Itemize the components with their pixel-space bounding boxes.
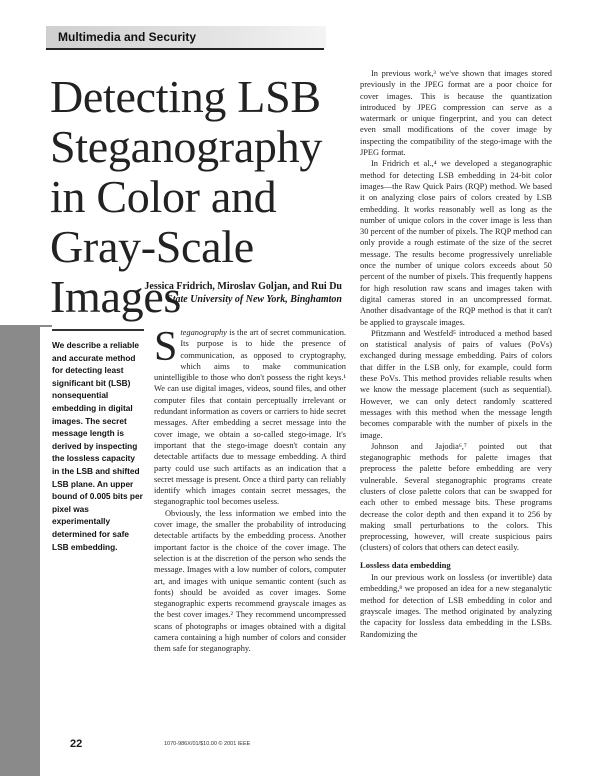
author-block xyxy=(144,280,342,306)
body-column-right xyxy=(360,68,552,640)
body-paragraph: Johnson and Jajodia⁶,⁷ pointed out that steganographic methods for palette images that preprocess the palette before embedding are very vulnerable. Several steganographic programs create clusters of close palette colors that can be swapped for each other to embed message bits. These programs decrease the color depth and then expand it to 256 by making small perturbations to the colors. This preprocessing, however, will create suspicious pairs (clusters) of colors that others can detect easily. xyxy=(360,441,552,553)
lead-word: teganography xyxy=(180,328,227,337)
article-title: Detecting LSB Steganography in Color and Gray-Scale Images xyxy=(50,71,323,322)
margin-gray-tick xyxy=(40,325,52,327)
section-header: Multimedia and Security xyxy=(58,30,197,44)
paragraph-text: is the art of secret communication. Its purpose is to hide the presence of communication, as opposed to cryptography, which aims to make communication unintelligible to those who don't possess the right keys.¹ We can use digital images, videos, sound files, and other computer files that contain perceptually irrelevant or redundant information as covers or carriers to hide secret messages. After embedding a secret message into the cover image, we obtain a so-called stego-image. It's important that the stego-image doesn't contain any detectable artifacts due to message embedding. A third party could use such artifacts as an indication that a secret message is present. Once a third party can reliably identify which images contain secret messages, the steganographic tool becomes useless. xyxy=(154,328,346,507)
section-heading: Lossless data embedding xyxy=(360,559,451,570)
body-paragraph: In previous work,³ we've shown that images stored previously in the JPEG format are a poor choice for cover images. This is because the quantization introduced by JPEG compression can serve as a watermark or unique fingerprint, and you can detect even small modifications of the cover image by inspecting the compatibility of the stego-image with the JPEG format. xyxy=(360,69,552,158)
body-paragraph xyxy=(154,324,346,508)
body-paragraph: Pfitzmann and Westfeld⁵ introduced a method based on statistical analysis of pairs of values (PoVs) exchanged during message embedding. Pairs of colors that differ in the LSB only, for example, could form these PoVs. This method provides reliable results when we know the message placement (such as sequential). However, we can only detect randomly scattered messages with this method when the message length becomes comparable with the number of pixels in the image. xyxy=(360,328,552,440)
body-paragraph: In our previous work on lossless (or invertible) data embedding,⁸ we proposed an idea for a new steganalytic method for detection of LSB embedding in color and grayscale images. The method originated by analyzing the capacity for lossless data embedding in the LSBs. Randomizing the xyxy=(360,573,552,639)
page-number: 22 xyxy=(70,738,83,750)
body-paragraph: In Fridrich et al.,⁴ we developed a steganographic method for detecting LSB embedding in 24-bit color images—the Raw Quick Pairs (RQP) method. We based it on analyzing close pairs of colors created by LSB embedding. It works reasonably well as long as the number of unique colors in the cover image is less than 30 percent of the number of pixels. The RQP method can only provide a rough estimate of the size of the secret message. The results become progressively unreliable once the number of unique colors exceeds about 50 percent of the number of pixels. This frequently happens for high resolution raw scans and images taken with digital cameras stored in an uncompressed format. Another disadvantage of the RQP method is that it can't be applied to grayscale images. xyxy=(360,159,552,327)
abstract-rule xyxy=(52,329,144,331)
copyright-line: 1070-986X/01/$10.00 © 2001 IEEE xyxy=(164,741,251,747)
body-column-middle xyxy=(154,324,346,655)
author-names: Jessica Fridrich, Miroslav Goljan, and Rui Du xyxy=(144,281,342,292)
abstract: We describe a reliable and accurate method for detecting least significant bit (LSB) nonsequential embedding in digital images. The secret message length is derived by inspecting the lossless capacity in the LSB and shifted LSB plane. An upper bound of 0.005 bits per pixel was experimentally determined for safe LSB embedding. xyxy=(52,340,143,552)
body-paragraph: Obviously, the less information we embed into the cover image, the smaller the probability of introducing detectable artifacts by the embedding process. Another important factor is the choice of the cover image. The selection is at the discretion of the person who sends the message. Images with a low number of colors, computer art, and images with unique semantic content (such as fonts) should be avoided as cover images. Some steganographic experts recommend grayscale images as the best cover images.² They recommend uncompressed scans of photographs or images obtained with a digital camera containing a high number of colors and consider them safe for steganography. xyxy=(154,508,346,654)
margin-gray-bar xyxy=(0,325,40,776)
drop-cap: S xyxy=(154,324,178,370)
header-rule xyxy=(46,48,324,50)
author-affiliation: State University of New York, Binghamton xyxy=(167,294,342,305)
